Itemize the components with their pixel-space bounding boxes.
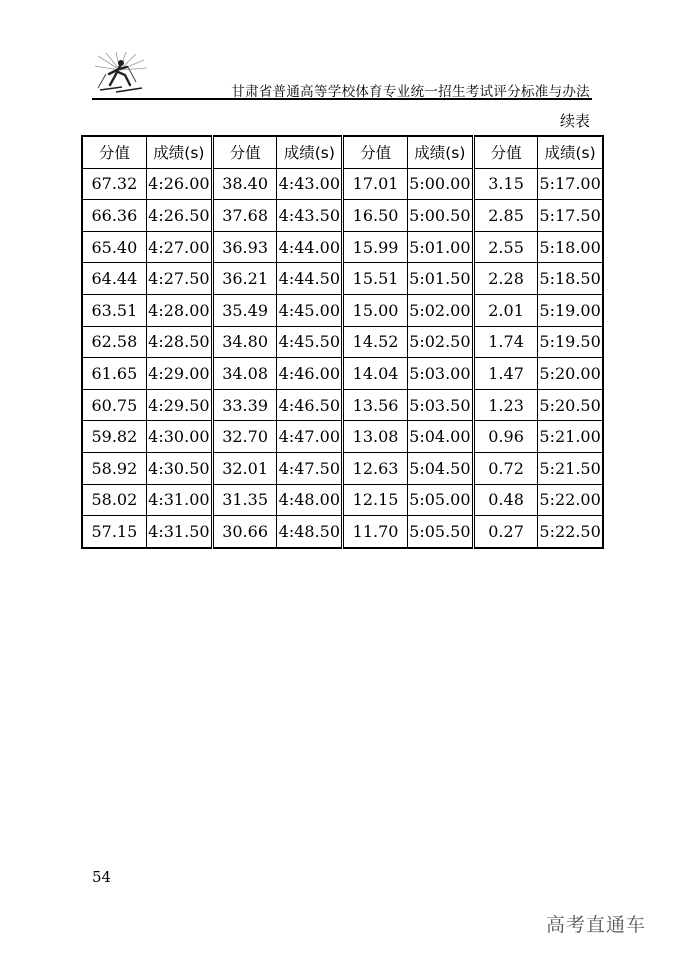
score-value-cell: 59.82 bbox=[82, 421, 146, 453]
table-row bbox=[82, 263, 603, 295]
column-header: 成绩(s) bbox=[407, 136, 473, 168]
score-value-cell: 0.96 bbox=[473, 421, 537, 453]
time-result-cell: 4:48.50 bbox=[277, 516, 343, 548]
table-row bbox=[82, 358, 603, 390]
score-value-cell: 35.49 bbox=[212, 294, 276, 326]
score-value-cell: 13.08 bbox=[343, 421, 407, 453]
time-result-cell: 4:44.50 bbox=[277, 263, 343, 295]
skier-logo-icon bbox=[92, 52, 148, 96]
time-result-cell: 5:04.50 bbox=[407, 452, 473, 484]
time-result-cell: 5:19.00 bbox=[538, 294, 603, 326]
score-value-cell: 65.40 bbox=[82, 231, 146, 263]
score-value-cell: 62.58 bbox=[82, 326, 146, 358]
score-value-cell: 12.63 bbox=[343, 452, 407, 484]
score-value-cell: 32.70 bbox=[212, 421, 276, 453]
score-value-cell: 61.65 bbox=[82, 358, 146, 390]
document-header-title: 甘肃省普通高等学校体育专业统一招生考试评分标准与办法 bbox=[231, 84, 590, 100]
continued-table-label: 续表 bbox=[559, 112, 590, 130]
score-value-cell: 2.28 bbox=[473, 263, 537, 295]
score-value-cell: 64.44 bbox=[82, 263, 146, 295]
table-row bbox=[82, 294, 603, 326]
time-result-cell: 5:00.00 bbox=[407, 168, 473, 200]
score-value-cell: 33.39 bbox=[212, 389, 276, 421]
time-result-cell: 5:03.50 bbox=[407, 389, 473, 421]
time-result-cell: 4:45.50 bbox=[277, 326, 343, 358]
time-result-cell: 4:26.50 bbox=[146, 200, 212, 232]
score-value-cell: 14.52 bbox=[343, 326, 407, 358]
table-row bbox=[82, 231, 603, 263]
column-header: 分值 bbox=[82, 136, 146, 168]
time-result-cell: 5:05.00 bbox=[407, 484, 473, 516]
score-value-cell: 60.75 bbox=[82, 389, 146, 421]
header-divider bbox=[92, 98, 592, 100]
table-header-row bbox=[82, 136, 603, 168]
table-row bbox=[82, 421, 603, 453]
score-value-cell: 66.36 bbox=[82, 200, 146, 232]
score-value-cell: 2.55 bbox=[473, 231, 537, 263]
score-value-cell: 63.51 bbox=[82, 294, 146, 326]
time-result-cell: 5:02.00 bbox=[407, 294, 473, 326]
time-result-cell: 4:43.50 bbox=[277, 200, 343, 232]
time-result-cell: 4:48.00 bbox=[277, 484, 343, 516]
time-result-cell: 5:03.00 bbox=[407, 358, 473, 390]
time-result-cell: 4:28.00 bbox=[146, 294, 212, 326]
score-value-cell: 2.85 bbox=[473, 200, 537, 232]
page-number: 54 bbox=[92, 868, 112, 886]
table-row bbox=[82, 452, 603, 484]
score-value-cell: 32.01 bbox=[212, 452, 276, 484]
score-value-cell: 0.72 bbox=[473, 452, 537, 484]
column-header: 成绩(s) bbox=[146, 136, 212, 168]
time-result-cell: 4:29.50 bbox=[146, 389, 212, 421]
score-value-cell: 11.70 bbox=[343, 516, 407, 548]
score-value-cell: 1.47 bbox=[473, 358, 537, 390]
time-result-cell: 5:18.00 bbox=[538, 231, 603, 263]
time-result-cell: 5:20.00 bbox=[538, 358, 603, 390]
column-header: 分值 bbox=[212, 136, 276, 168]
time-result-cell: 4:26.00 bbox=[146, 168, 212, 200]
time-result-cell: 4:30.00 bbox=[146, 421, 212, 453]
time-result-cell: 4:29.00 bbox=[146, 358, 212, 390]
score-value-cell: 15.99 bbox=[343, 231, 407, 263]
score-value-cell: 36.93 bbox=[212, 231, 276, 263]
score-value-cell: 16.50 bbox=[343, 200, 407, 232]
score-value-cell: 30.66 bbox=[212, 516, 276, 548]
score-value-cell: 38.40 bbox=[212, 168, 276, 200]
column-header: 分值 bbox=[473, 136, 537, 168]
score-value-cell: 67.32 bbox=[82, 168, 146, 200]
time-result-cell: 5:05.50 bbox=[407, 516, 473, 548]
score-value-cell: 14.04 bbox=[343, 358, 407, 390]
column-header: 成绩(s) bbox=[277, 136, 343, 168]
watermark-text: 高考直通车 bbox=[546, 914, 647, 936]
time-result-cell: 5:22.50 bbox=[538, 516, 603, 548]
time-result-cell: 4:31.00 bbox=[146, 484, 212, 516]
time-result-cell: 5:21.50 bbox=[538, 452, 603, 484]
time-result-cell: 5:19.50 bbox=[538, 326, 603, 358]
score-value-cell: 31.35 bbox=[212, 484, 276, 516]
score-value-cell: 3.15 bbox=[473, 168, 537, 200]
score-value-cell: 1.23 bbox=[473, 389, 537, 421]
time-result-cell: 5:01.50 bbox=[407, 263, 473, 295]
time-result-cell: 4:43.00 bbox=[277, 168, 343, 200]
time-result-cell: 5:01.00 bbox=[407, 231, 473, 263]
table-row bbox=[82, 484, 603, 516]
table-row bbox=[82, 168, 603, 200]
table-row bbox=[82, 516, 603, 548]
score-value-cell: 0.48 bbox=[473, 484, 537, 516]
score-table bbox=[81, 135, 604, 549]
time-result-cell: 5:22.00 bbox=[538, 484, 603, 516]
table-row bbox=[82, 389, 603, 421]
score-value-cell: 13.56 bbox=[343, 389, 407, 421]
score-value-cell: 0.27 bbox=[473, 516, 537, 548]
score-value-cell: 37.68 bbox=[212, 200, 276, 232]
time-result-cell: 5:02.50 bbox=[407, 326, 473, 358]
score-value-cell: 1.74 bbox=[473, 326, 537, 358]
score-value-cell: 12.15 bbox=[343, 484, 407, 516]
time-result-cell: 5:04.00 bbox=[407, 421, 473, 453]
time-result-cell: 5:20.50 bbox=[538, 389, 603, 421]
table-row bbox=[82, 200, 603, 232]
score-value-cell: 57.15 bbox=[82, 516, 146, 548]
time-result-cell: 4:44.00 bbox=[277, 231, 343, 263]
score-value-cell: 58.02 bbox=[82, 484, 146, 516]
column-header: 成绩(s) bbox=[538, 136, 603, 168]
time-result-cell: 5:17.50 bbox=[538, 200, 603, 232]
column-header: 分值 bbox=[343, 136, 407, 168]
time-result-cell: 4:45.00 bbox=[277, 294, 343, 326]
time-result-cell: 4:27.00 bbox=[146, 231, 212, 263]
time-result-cell: 4:28.50 bbox=[146, 326, 212, 358]
time-result-cell: 5:17.00 bbox=[538, 168, 603, 200]
time-result-cell: 4:30.50 bbox=[146, 452, 212, 484]
time-result-cell: 5:00.50 bbox=[407, 200, 473, 232]
score-value-cell: 36.21 bbox=[212, 263, 276, 295]
score-value-cell: 15.00 bbox=[343, 294, 407, 326]
score-value-cell: 15.51 bbox=[343, 263, 407, 295]
score-value-cell: 34.80 bbox=[212, 326, 276, 358]
time-result-cell: 4:46.00 bbox=[277, 358, 343, 390]
score-value-cell: 58.92 bbox=[82, 452, 146, 484]
time-result-cell: 4:47.00 bbox=[277, 421, 343, 453]
time-result-cell: 4:47.50 bbox=[277, 452, 343, 484]
time-result-cell: 5:18.50 bbox=[538, 263, 603, 295]
time-result-cell: 4:27.50 bbox=[146, 263, 212, 295]
score-value-cell: 17.01 bbox=[343, 168, 407, 200]
time-result-cell: 4:31.50 bbox=[146, 516, 212, 548]
time-result-cell: 4:46.50 bbox=[277, 389, 343, 421]
score-value-cell: 34.08 bbox=[212, 358, 276, 390]
time-result-cell: 5:21.00 bbox=[538, 421, 603, 453]
table-row bbox=[82, 326, 603, 358]
score-value-cell: 2.01 bbox=[473, 294, 537, 326]
